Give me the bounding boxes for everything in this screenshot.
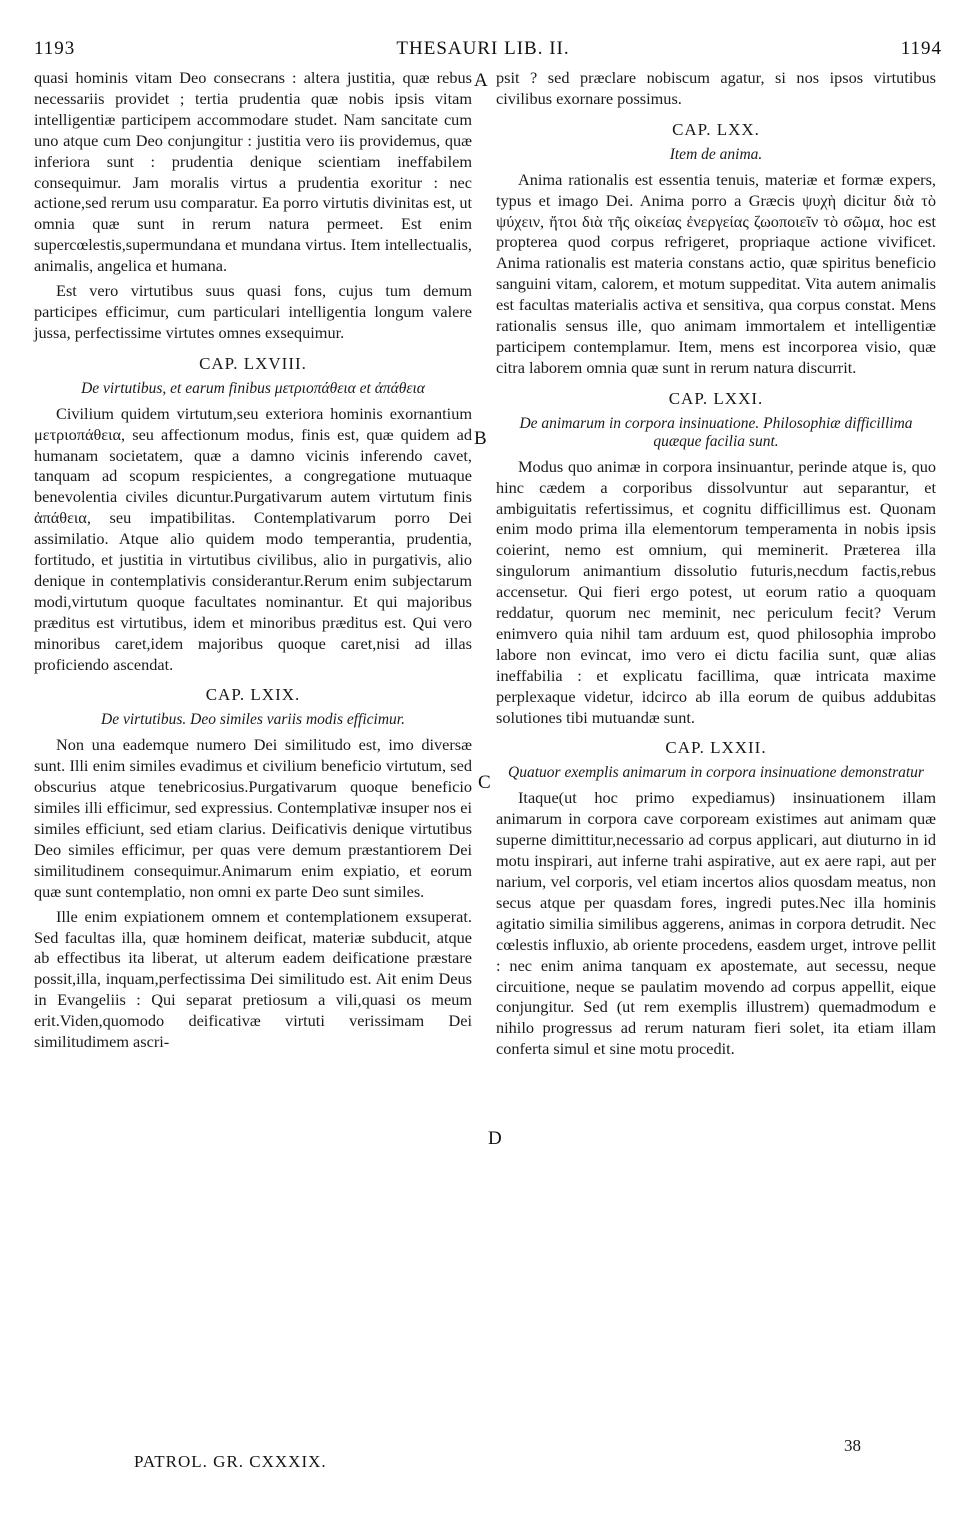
- chapter-subtitle: De animarum in corpora insinuatione. Philosophiæ difficillima quæque facilia sunt.: [519, 414, 913, 450]
- left-column: [34, 68, 472, 1053]
- paragraph: Non una eademque numero Dei similitudo est, imo diversæ sunt. Illi enim similes evadimus et civilium beneficio virtutum, sed obscurius atque tenebricosius.Purgativarum quoque beneficio similes illi efficimur, sed expressius. Contemplativæ insuper nos ei similes efficiunt, sed etiam clarius. Deificativis denique virtutibus Deo similes efficimur, per quas vere demum præstantiorem Dei similitudinem consequimur.Animarum enim expiatio, et eorum quæ sunt contemplatio, non omni ex parte Deo sunt similes.: [34, 735, 472, 901]
- chapter-heading: CAP. LXIX.: [205, 685, 301, 705]
- footer-signature: 38: [844, 1436, 861, 1455]
- right-page-number: 1194: [900, 38, 942, 59]
- chapter-heading: CAP. LXXII.: [665, 738, 767, 758]
- paragraph: Anima rationalis est essentia tenuis, materiæ et formæ expers, typus et imago Dei. Anima porro a Græcis ψυχὴ dicitur διὰ τὸ ψύχειν, ἤτοι διὰ τῆς οἰκείας ἐνεργείας ζωοποιεῖν τὸ σῶμα, hoc est propterea quod corpus refrigeret, propriaque actione vivificet. Anima rationalis est materia constans actio, quæ spiritus beneficio sanguini vitam, calorem, et motum suppeditat. Vita autem animalis est facultas materialis activa et sensitiva, qua corpus constat. Mens rationalis sensus ille, quo animam immortalem et intelligentiæ participem contemplamur. Item, mens est incorporea visio, quæ citra laborem omnia quæ sunt in rerum natura discurrit.: [496, 169, 936, 377]
- chapter-subtitle: Item de anima.: [669, 145, 763, 163]
- paragraph: Itaque(ut hoc primo expediamus) insinuationem illam animarum in corpora cave corpoream existimes aut animam quæ superne dimittitur,necessario ad corpus applicari, aut diuturno in id motu inspirari, aut inferne trahi aspirative, aut ex aere rapi, aut per narium, vel corporis, vel etiam incertos alios quosdam meatus, non secus atque per quasdam fores, ingredi putes.Nec illa hominis agitatio similia similibus aggerens, animas in corpora detrudit. Nec cœlestis influxio, ab oriente procedens, easdem urget, introve pellit : nec enim anima tanquam ex apostemate, aut secessu, neque circuitione, neque se paulatim movendo ad corpus appellit, eique conjungitur. Sed (ut rem exemplis illustrem) quemadmodum e nihilo progressus ad rerum naturam fieri solet, ita etiam illam conferta simul et sine motu procedit.: [496, 788, 936, 1059]
- chapter-subtitle: De virtutibus. Deo similes variis modis efficimur.: [101, 711, 405, 729]
- left-page-number: 1193: [34, 38, 76, 59]
- paragraph: Ille enim expiationem omnem et contemplationem exsuperat. Sed facultas illa, quæ hominem deificat, materiæ subducit, atque ab effectibus ita liberat, ut alterum eadem deificatione præstare possit,illa, inquam,perfectissima Dei similitudo est. Ait enim Deus in Evangeliis : Qui separat pretiosum a vili,quasi os meum erit.Viden,quomodo deificativæ virtuti verissimam Dei similitudimem ascri-: [34, 906, 472, 1052]
- paragraph: Civilium quidem virtutum,seu exteriora hominis exornantium μετριοπάθεια, seu affectionum modus, finis est, quæ quidem ad humanam societatem, quæ a damno vicinis inferendo cavet, tanquam ad scopum respicientes, a congregatione mutuaque benevolentia civiles dicuntur.Purgativarum autem virtutum finis ἀπάθεια, seu impatibilitas. Contemplativarum porro Dei assimilatio. Atque alio quidem modo temperantia, prudentia, fortitudo, et justitia in virtutibus civilibus, alio in purgativis, alio denique in contemplativis considerantur.Rerum enim subjectarum modi,virtutum quoque facultates nominantur. Et qui majoribus præditus est virtutibus, idem et minoribus præditus est. Qui vero minoribus caret,idem majoribus quoque caret,nisi ad illas proficiendo ascendat.: [34, 403, 472, 674]
- paragraph: Est vero virtutibus suus quasi fons, cujus tum demum participes efficimur, cum particulari intelligentia longum valere jussa, perfectissime virtutes omnes exsequimur.: [34, 281, 472, 342]
- paragraph: Modus quo animæ in corpora insinuantur, perinde atque is, quo hinc cædem a corporibus dissolvuntur aut separantur, et ambiguitatis refertissimus, et cognitu difficillimus est. Quonam enim modo prima illa elementorum temperamenta in nobis ipsis coierint, nemo est omnium, qui meminerit. Præterea illa singulorum animantium dissolutio futuris,necdum factis,rebus accensetur. Qui fieri ergo potest, ut eorum ratio a quoquam reddatur, quorum nec meminit, nec periculum fecit? Verum enimvero quia nihil tam arduum est, quod philosophia improbo labore non evincat, imo vero ei dictu facilia sunt, quæ alias ineffabilia : et explicatu facillima, quæ intricata maxime perplexaque videtur, idcirco ab illa eorum de quibus addubitas solutiones tibi mutuandæ sunt.: [496, 456, 936, 727]
- margin-letter-a: A: [474, 70, 488, 91]
- margin-letter-b: B: [474, 428, 487, 449]
- footer-series: PATROL. GR. CXXXIX.: [134, 1452, 327, 1471]
- chapter-subtitle: Quatuor exemplis animarum in corpora insinuatione demonstratur: [508, 764, 924, 782]
- paragraph: psit ? sed præclare nobiscum agatur, si nos ipsos virtutibus civilibus exornare possimus.: [496, 68, 936, 108]
- right-column: [496, 68, 936, 1060]
- chapter-heading: CAP. LXVIII.: [199, 353, 307, 373]
- chapter-subtitle: De virtutibus, et earum finibus μετριοπάθεια et ἀπάθεια: [81, 379, 425, 397]
- margin-letter-d: D: [488, 1128, 502, 1149]
- chapter-heading: CAP. LXXI.: [668, 388, 764, 408]
- running-title: THESAURI LIB. II.: [396, 38, 570, 59]
- chapter-heading: CAP. LXX.: [672, 119, 760, 139]
- margin-letter-c: C: [478, 772, 491, 793]
- paragraph: quasi hominis vitam Deo consecrans : altera justitia, quæ rebus necessariis providet ; tertia prudentia quæ nobis ipsis vitam intelligentiæ participem accommodare studet. Nam sancitate cum uno atque cum Deo conjungitur : justitia vero iis providemus, quæ inferiora sunt : prudentia denique scientiam ineffabilem consequimur. Jam moralis virtus a prudentia exoritur : nec actione,sed rerum usu comparatur. Ea porro virtutis divinitas est, ut omnia quæ sunt in rerum natura permeet. Est enim supercœlestis,supermundana et mundana virtus. Item intellectualis, animalis, angelica et humana.: [34, 68, 472, 276]
